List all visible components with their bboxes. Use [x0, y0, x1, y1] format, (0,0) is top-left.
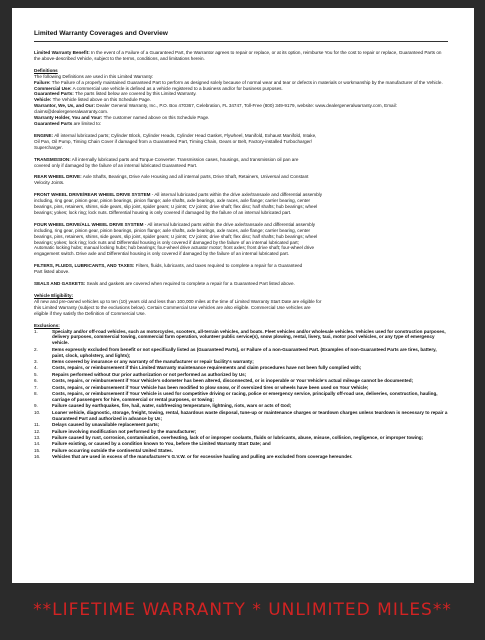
definition-text: The parts listed below are covered by this Limited Warranty.: [75, 91, 197, 97]
coverage-paragraph: [34, 263, 448, 275]
coverage-text: including, ring gear, pinion gear, pinion bearings, pinion flange; axle shafts, axle bearings, axle races, axle flange; carrier bearing, center: [34, 227, 311, 233]
exclusion-number: 14.: [34, 441, 41, 447]
coverage-text: Axle Shafts, Bearings, Drive Axle Housing and all internal parts, Drive Shaft, Retainers, Universal and Constant: [82, 174, 309, 180]
exclusion-text: Items expressly excluded from benefit or not specifically listed as (Guaranteed Parts), or Failure of a non-Guaranteed Part. (Examples of non-Guaranteed Parts are tires, battery, paint, clock, upholstery, and lights);: [52, 346, 437, 358]
exclusion-item: [34, 435, 448, 441]
coverage-label: TRANSMISSION:: [34, 156, 71, 162]
coverage-text: All internal lubricated parts; Cylinder Block, Cylinder Heads, Cylinder Head Gasket, Flywheel, Manifold, Exhaust Manifold, Intake,: [54, 132, 317, 138]
coverage-text: Supercharger.: [34, 144, 63, 150]
exclusion-item: [34, 441, 448, 447]
banner-text: **LIFETIME WARRANTY * UNLIMITED MILES**: [33, 600, 452, 620]
exclusion-number: 7.: [34, 384, 38, 390]
definition-text: The customer named above on this Schedule Page.: [103, 115, 210, 121]
exclusion-item: [34, 448, 448, 454]
definition-term: Guaranteed Parts: [34, 120, 73, 126]
document-title: Limited Warranty Coverages and Overview: [34, 30, 168, 37]
exclusion-text: Vehicles that are used in excess of the manufacturer's G.V.W. or for excessive hauling and pulling are excluded from coverage hereunder.: [52, 454, 353, 460]
coverage-text: Oil Pan, Oil Pump, Timing Chain Cover if damaged from a Guaranteed Part, Timing Chain, Gears or Belt, Factory-installed Turbocharger/: [34, 138, 313, 144]
definition-term: Vehicle:: [34, 97, 52, 103]
definition-term: Guaranteed Parts:: [34, 91, 74, 97]
definition-term: Warrantor, We, Us, and Our:: [34, 103, 96, 109]
exclusion-text: Failure caused by rust, corrosion, contamination, overheating, lack of or improper coolants, fluids or lubricants, abuse, misuse, collision, negligence, or improper towing;: [52, 434, 424, 440]
definition-term: Failure:: [34, 79, 51, 85]
exclusion-number: 9.: [34, 403, 38, 409]
coverage-label: REAR WHEEL DRIVE:: [34, 174, 82, 180]
definitions-intro: The following Definitions are used in this Limited Warranty:: [34, 73, 154, 79]
exclusion-number: 6.: [34, 378, 38, 384]
coverage-label: FOUR WHEEL DRIVE/ALL WHEEL DRIVE SYSTEM: [34, 221, 144, 227]
coverage-paragraph: [34, 222, 448, 257]
exclusion-number: 16.: [34, 454, 41, 460]
coverage-paragraph: [34, 192, 448, 216]
exclusion-text: Specialty and/or off-road vehicles, such as motorcycles, scooters, all-terrain vehicles, and boats. Fleet vehicles and/or wholesale vehicles. Vehicles used for construction purposes, delivery purposes, commercial towing, commercial farm operation, volunteer public service(s), snow plowing, rental, livery, taxi, motor pool vehicles, or any type of emergency vehicle.: [52, 328, 446, 346]
exclusion-number: 1.: [34, 328, 38, 334]
definition-term: Commercial Use:: [34, 85, 72, 91]
exclusion-item: [34, 329, 448, 347]
exclusion-number: 8.: [34, 391, 38, 397]
definition-item: [34, 121, 448, 127]
exclusion-number: 10.: [34, 409, 41, 415]
exclusion-text: Costs, repairs, or reimbursement if this Limited Warranty maintenance requirements and claim procedures have not been fully complied with;: [52, 365, 362, 371]
exclusion-text: Repairs performed without Our prior authorization or not performed as authorized by Us;: [52, 371, 247, 377]
document-body: [34, 30, 448, 461]
exclusion-number: 3.: [34, 359, 38, 365]
exclusion-text: Costs, repairs, or reimbursement if Your Vehicle has been modified to plow snow, or if oversized tires or wheels have been used on Your Vehicle;: [52, 384, 369, 390]
coverage-text: All internally lubricated parts and Torque Converter. Transmission cases, housings, and transmission oil pan are: [71, 156, 299, 162]
exclusion-item: [34, 385, 448, 391]
exclusion-number: 5.: [34, 371, 38, 377]
coverage-paragraph: [34, 281, 448, 287]
coverage-text: - All internal lubricated parts within the drive axle/transaxle and differential assembly: [151, 192, 322, 198]
eligibility-heading: Vehicle Eligibility:: [34, 293, 74, 298]
document-page: [12, 8, 474, 583]
benefit-text: In the event of a Failure of a Guaranteed Part, the Warrantor agrees to repair or replace, or at its option, reimburse You for the cost to repair or replace, Guaranteed Parts on the above-described Vehicle, subject to the terms, conditions, and limitations herein.: [34, 50, 442, 61]
exclusion-item: [34, 454, 448, 460]
eligibility-section: [34, 293, 448, 317]
exclusion-number: 13.: [34, 434, 41, 440]
coverage-text: including, ring gear, pinion gear, pinion bearings, pinion flange; axle shafts, axle bearings, axle races, axle flange; carrier bearing, center: [34, 198, 311, 204]
definition-item: [34, 103, 448, 115]
exclusion-item: [34, 429, 448, 435]
coverage-line: [34, 163, 448, 169]
coverage-label: FILTERS, FLUIDS, LUBRICANTS, AND TAXES:: [34, 263, 135, 269]
exclusion-number: 4.: [34, 365, 38, 371]
exclusion-text: Failure occurring outside the continental United States.: [52, 447, 173, 453]
definition-text: Dealer General Warranty, Inc., P.O. Box 470367, Celebration, FL 34747, Toll-Free (800) 349-9179, website: www.dealergeneralwarranty.com, Email: claims@dealergeneralwarranty.com.: [34, 103, 397, 115]
exclusion-item: [34, 365, 448, 371]
coverage-line: [34, 269, 448, 275]
exclusion-number: 12.: [34, 428, 41, 434]
exclusion-text: Costs, repairs, or reimbursement if Your Vehicle is used for competitive driving or racing, police or emergency service, principally off-road use, deliveries, construction, hauling, carriage of passengers for hire, commercial or rental purposes, or towing;: [52, 391, 438, 402]
exclusion-number: 15.: [34, 447, 41, 453]
exclusion-text: Failure involving modification not performed by the manufacturer;: [52, 428, 197, 434]
exclusion-item: [34, 391, 448, 403]
coverage-line: [34, 281, 448, 287]
exclusion-item: [34, 359, 448, 365]
coverage-text: bearings, pins, retainers, shims, side gears, slip joint, spider gears; U joints; CV joints; drive shaft; flex disc; half shafts; hub bearings; wheel: [34, 204, 318, 210]
coverage-text: bearings; yokes; lock ring; lock nuts. Differential housing is only covered if damaged by the failure of an internal lubricated part.: [34, 209, 292, 215]
eligibility-line: All new and pre-owned vehicles up to ten (10) years old and less than 100,000 miles at the time of Limited Warranty Start Date are eligible for: [34, 298, 322, 304]
exclusions-section: [34, 323, 448, 460]
exclusion-item: [34, 372, 448, 378]
coverage-text: bearings; yokes; lock ring; lock nuts and Differential housing is only covered if damaged by the failure of an internal lubricated part;: [34, 239, 299, 245]
benefit-label: Limited Warranty Benefit:: [34, 50, 90, 55]
coverage-text: Filters, fluids, lubricants, and taxes required to complete a repair for a Guaranteed: [135, 263, 303, 269]
lifetime-warranty-banner: [0, 588, 485, 632]
exclusion-item: [34, 410, 448, 422]
coverage-line: [34, 145, 448, 151]
coverage-text: engagement switch. Drive axle and Differential housing is only covered if damaged by the failure of an internal lubricated part.: [34, 251, 290, 257]
exclusion-text: Loaner vehicle, diagnostic, storage, freight, towing, rental, hazardous waste disposal, tune-up or maintenance charges or teardown charges unless teardown is necessary to repair a Guaranteed Part and authorized in advance by Us;: [52, 409, 448, 421]
title-rule: [34, 41, 448, 42]
coverages-list: [34, 133, 448, 287]
exclusions-heading: Exclusions:: [34, 322, 60, 328]
exclusion-item: [34, 422, 448, 428]
coverage-text: Seals and gaskets are covered when required to complete a repair for a Guaranteed Part listed above.: [86, 281, 295, 287]
exclusion-text: Items covered by insurance or any warranty of the manufacturer or repair facility's warranty;: [52, 359, 254, 365]
definitions-heading: Definitions: [34, 67, 58, 73]
coverage-label: ENGINE:: [34, 132, 54, 138]
coverage-line: [34, 180, 448, 186]
exclusions-list: [34, 329, 448, 461]
exclusion-text: Delays caused by unavailable replacement parts;: [52, 422, 160, 428]
exclusion-item: [34, 403, 448, 409]
exclusion-number: 11.: [34, 422, 41, 428]
definition-text: are limited to:: [73, 120, 102, 126]
definitions-section: [34, 68, 448, 127]
definitions-list: [34, 80, 448, 127]
coverage-label: FRONT WHEEL DRIVE/REAR WHEEL DRIVE SYSTEM: [34, 192, 151, 198]
coverage-label: SEALS AND GASKETS:: [34, 281, 86, 287]
coverage-text: - All internal lubricated parts within the drive axle/transaxle and differential assembly: [144, 221, 316, 227]
definition-term: Warranty Holder, You and Your:: [34, 115, 103, 121]
coverage-paragraph: [34, 174, 448, 186]
exclusion-text: Costs, repairs, or reimbursement if Your Vehicle's odometer has been altered, disconnected, or is inoperable or Your Vehicle's actual mileage cannot be documented;: [52, 378, 414, 384]
coverage-text: covered only if damaged by the failure of an internal lubricated Guaranteed Part.: [34, 162, 198, 168]
eligibility-line: eligible if they satisfy the Definition of Commercial Use.: [34, 310, 146, 316]
exclusion-item: [34, 378, 448, 384]
definition-text: A commercial use vehicle is defined as a vehicle registered to a business and/or for business purposes.: [72, 85, 283, 91]
exclusion-text: Failure caused by earthquakes, fire, hail, water, subfreezing temperature, lightning, riots, wars or acts of God;: [52, 403, 292, 409]
coverage-paragraph: [34, 157, 448, 169]
eligibility-line: this Limited Warranty (subject to the exclusions below). Certain Commercial Use vehicles are also eligible. Commercial Use vehicles are: [34, 304, 311, 310]
coverage-text: Automatic locking hubs; manual locking hubs; hub bearings; four-wheel drive actuator motor; front axles; front drive shaft; four-wheel drive: [34, 245, 315, 251]
definition-text: The Vehicle listed above on this Schedule Page.: [52, 97, 151, 103]
coverage-line: [34, 251, 448, 257]
coverage-text: Part listed above.: [34, 269, 70, 275]
definition-text: The Failure of a properly maintained Guaranteed Part to perform as designed solely because of normal wear and tear or defects in materials or workmanship by the manufacturer of the Vehicle.: [51, 79, 443, 85]
coverage-paragraph: [34, 133, 448, 151]
exclusion-text: Failure existing, or caused by a condition known to You, before the Limited Warranty Start Date; and: [52, 441, 271, 447]
coverage-text: bearings, pins, retainers, shims, side gears, slip joint, spider gears; U joints; CV joints; drive shaft; flex disc; half shafts; hub bearings; wheel: [34, 233, 318, 239]
coverage-line: [34, 210, 448, 216]
exclusion-number: 2.: [34, 346, 38, 352]
coverage-text: Velocity Joints.: [34, 180, 65, 186]
benefit-paragraph: [34, 50, 448, 62]
exclusion-item: [34, 347, 448, 359]
